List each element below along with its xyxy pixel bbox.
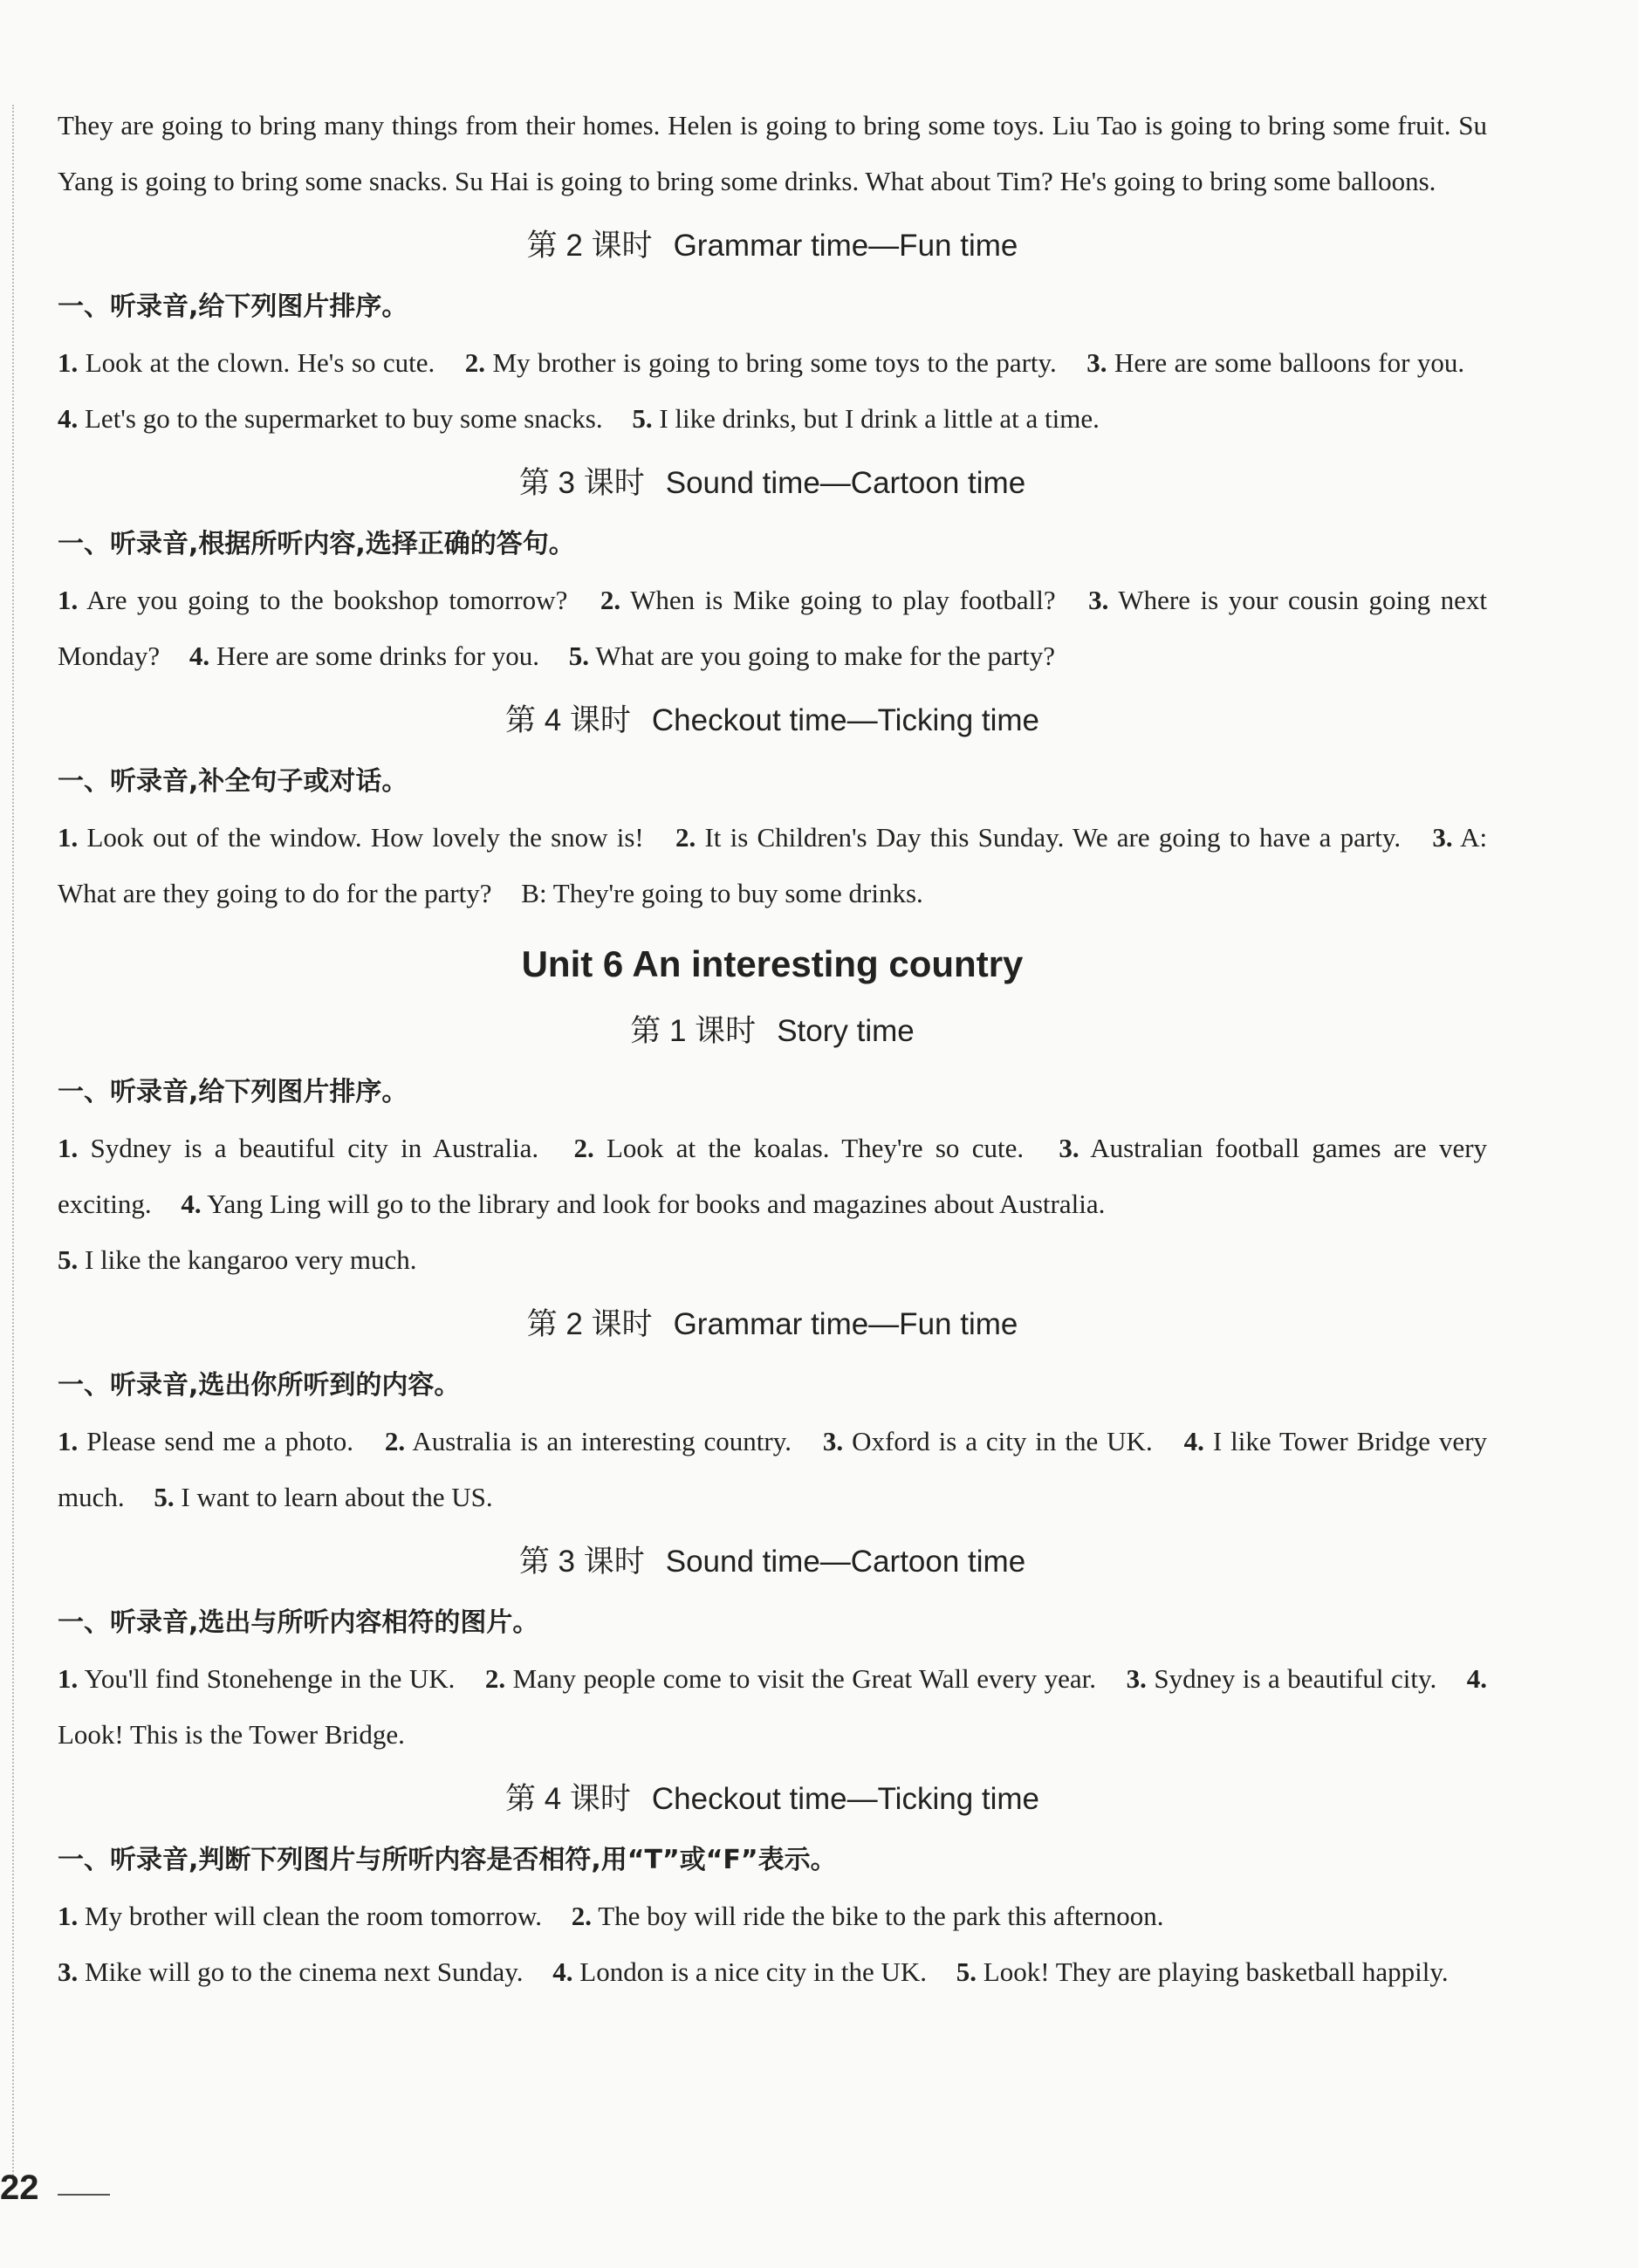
item-text: Sydney is a beautiful city. [1154, 1663, 1437, 1694]
script-item [675, 822, 1401, 853]
script-item [58, 1901, 542, 1931]
script-paragraph [58, 572, 1487, 684]
item-number: 2. [571, 1901, 593, 1931]
unit6-lessons [58, 1004, 1487, 2000]
lesson-name: Story time [777, 1014, 915, 1048]
script-item [58, 403, 603, 434]
item-text: Look out of the window. How lovely the snow is! [86, 822, 644, 853]
item-text: What are you going to make for the party? [595, 641, 1056, 671]
lesson-section [58, 1004, 1487, 1288]
item-text: Look! This is the Tower Bridge. [58, 1719, 405, 1750]
lesson-heading [58, 218, 1487, 274]
script-item [58, 1956, 524, 1987]
script-item [58, 347, 435, 378]
script-item [569, 641, 1055, 671]
lesson-name: Checkout time—Ticking time [651, 1782, 1040, 1816]
lesson-name: Sound time—Cartoon time [665, 466, 1026, 500]
item-number: 2. [464, 347, 485, 378]
script-item [552, 1956, 927, 1987]
item-text: It is Children's Day this Sunday. We are going to have a party. [704, 822, 1402, 853]
item-number: 4. [1183, 1426, 1204, 1456]
lesson-label: 第 2 课时 [526, 229, 653, 263]
item-number: 3. [1059, 1133, 1079, 1163]
script-item [58, 1663, 455, 1694]
lesson-label: 第 3 课时 [518, 466, 645, 500]
item-text: Sydney is a beautiful city in Australia. [90, 1133, 539, 1163]
lesson-name: Sound time—Cartoon time [665, 1545, 1026, 1579]
exercise-instruction: 一、听录音,补全句子或对话。 [58, 766, 408, 797]
item-text: My brother will clean the room tomorrow. [85, 1901, 543, 1931]
item-text: Where is your cousin going next Monday? [58, 585, 1487, 671]
script-paragraph [58, 1120, 1487, 1288]
lesson-label: 第 4 课时 [504, 1782, 631, 1816]
item-number: 4. [58, 403, 79, 434]
item-number: 2. [484, 1663, 506, 1694]
script-item [573, 1133, 1024, 1163]
item-text: I like drinks, but I drink a little at a time. [659, 403, 1100, 434]
unit-title: Unit 6 An interesting country [521, 943, 1024, 984]
item-text: Many people come to visit the Great Wall every year. [512, 1663, 1097, 1694]
lesson-name: Checkout time—Ticking time [651, 703, 1040, 737]
page-number-rule [58, 2194, 110, 2196]
item-text: I want to learn about the US. [181, 1482, 493, 1512]
item-number: 1. [58, 1663, 79, 1694]
item-text: London is a nice city in the UK. [579, 1956, 928, 1987]
script-item [58, 1244, 416, 1275]
lesson-label: 第 2 课时 [526, 1307, 653, 1341]
item-text: Australia is an interesting country. [412, 1426, 792, 1456]
item-text: Look at the koalas. They're so cute. [607, 1133, 1025, 1163]
item-number: 1. [58, 1901, 79, 1931]
script-item [58, 585, 567, 615]
item-text: Look at the clown. He's so cute. [85, 347, 435, 378]
lesson-name: Grammar time—Fun time [673, 1307, 1018, 1341]
script-item [1086, 347, 1464, 378]
item-text: A: What are they going to do for the party? [58, 822, 1488, 908]
script-item [58, 1133, 538, 1163]
intro-paragraph: They are going to bring many things from their homes. Helen is going to bring some toys. Liu Tao is going to bring some fruit. Su Yang is going to bring some snacks. Su Hai is going to bring some drinks. What about Tim? He's going to bring some balloons. [58, 110, 1487, 196]
item-text: Here are some drinks for you. [216, 641, 539, 671]
script-paragraph [58, 1888, 1487, 2000]
lesson-label: 第 3 课时 [518, 1545, 645, 1579]
script-item [465, 347, 1057, 378]
lesson-heading [58, 1004, 1487, 1059]
script-paragraph [58, 335, 1487, 447]
exercise-instruction: 一、听录音,给下列图片排序。 [58, 1077, 408, 1107]
lesson-label: 第 1 课时 [630, 1014, 757, 1048]
item-text: My brother is going to bring some toys to the party. [492, 347, 1057, 378]
item-text: Mike will go to the cinema next Sunday. [85, 1956, 524, 1987]
item-text: You'll find Stonehenge in the UK. [84, 1663, 456, 1694]
lesson-heading [58, 456, 1487, 511]
script-item [1127, 1663, 1437, 1694]
item-text: The boy will ride the bike to the park this afternoon. [598, 1901, 1164, 1931]
item-number: 1. [58, 1133, 79, 1163]
script-item [154, 1482, 492, 1512]
script-paragraph [58, 810, 1487, 922]
item-number: 3. [58, 1956, 79, 1987]
page-content [58, 98, 1487, 2000]
unit5-lessons [58, 218, 1487, 922]
item-number: 2. [675, 822, 696, 853]
item-number: 5. [632, 403, 653, 434]
lesson-section [58, 693, 1487, 922]
item-number: 1. [58, 1426, 79, 1456]
item-number: 5. [956, 1956, 977, 1987]
script-item [189, 641, 539, 671]
item-number: 4. [552, 1956, 573, 1987]
item-text: Please send me a photo. [86, 1426, 353, 1456]
item-text: When is Mike going to play football? [630, 585, 1056, 615]
lesson-name: Grammar time—Fun time [673, 229, 1018, 263]
item-number: 3. [1086, 347, 1107, 378]
item-number: 4. [181, 1189, 202, 1219]
item-text: Let's go to the supermarket to buy some snacks. [85, 403, 603, 434]
item-number: 2. [573, 1133, 594, 1163]
lesson-section [58, 456, 1487, 684]
lesson-section [58, 1771, 1487, 2000]
item-number: 4. [188, 641, 210, 671]
item-text: Look! They are playing basketball happily. [983, 1956, 1449, 1987]
item-number: 3. [822, 1426, 844, 1456]
item-number: 3. [1088, 585, 1109, 615]
item-number: 5. [568, 641, 589, 671]
item-number: 1. [58, 347, 79, 378]
lesson-section [58, 218, 1487, 447]
script-item [58, 822, 644, 853]
item-number: 4. [1466, 1663, 1487, 1694]
script-item [600, 585, 1056, 615]
script-item [385, 1426, 792, 1456]
item-text: B: They're going to buy some drinks. [521, 878, 923, 908]
script-paragraph [58, 1651, 1487, 1763]
page-number: 22 [0, 2169, 39, 2207]
exercise-instruction: 一、听录音,判断下列图片与所听内容是否相符,用“T”或“F”表示。 [58, 1845, 837, 1875]
item-text: Oxford is a city in the UK. [852, 1426, 1153, 1456]
lesson-heading [58, 1534, 1487, 1590]
lesson-heading [58, 1771, 1487, 1827]
item-text: Here are some balloons for you. [1114, 347, 1465, 378]
exercise-instruction: 一、听录音,给下列图片排序。 [58, 291, 408, 322]
item-number: 5. [154, 1482, 175, 1512]
item-number: 2. [384, 1426, 406, 1456]
exercise-instruction: 一、听录音,根据所听内容,选择正确的答句。 [58, 529, 575, 559]
exercise-instruction: 一、听录音,选出你所听到的内容。 [58, 1370, 461, 1401]
lesson-section [58, 1534, 1487, 1763]
item-number: 2. [600, 585, 621, 615]
lesson-label: 第 4 课时 [504, 703, 631, 737]
script-item [956, 1956, 1449, 1987]
lesson-heading [58, 693, 1487, 749]
item-text: I like Tower Bridge very much. [58, 1426, 1488, 1512]
margin-dotted-line [12, 105, 14, 2182]
script-item [521, 878, 923, 908]
item-text: Are you going to the bookshop tomorrow? [86, 585, 568, 615]
item-number: 1. [58, 585, 79, 615]
script-paragraph [58, 1414, 1487, 1525]
item-text: I like the kangaroo very much. [85, 1244, 417, 1275]
script-item [572, 1901, 1164, 1931]
script-item [823, 1426, 1153, 1456]
script-item [485, 1663, 1096, 1694]
script-item [181, 1189, 1105, 1219]
script-item [58, 1426, 353, 1456]
item-number: 5. [58, 1244, 79, 1275]
exercise-instruction: 一、听录音,选出与所听内容相符的图片。 [58, 1607, 539, 1638]
item-text: Yang Ling will go to the library and look for books and magazines about Australia. [207, 1189, 1106, 1219]
item-number: 3. [1126, 1663, 1147, 1694]
item-text: Australian football games are very exciting. [58, 1133, 1488, 1219]
lesson-section [58, 1297, 1487, 1525]
lesson-heading [58, 1297, 1487, 1353]
script-item [632, 403, 1100, 434]
item-number: 1. [58, 822, 79, 853]
item-number: 3. [1432, 822, 1453, 853]
